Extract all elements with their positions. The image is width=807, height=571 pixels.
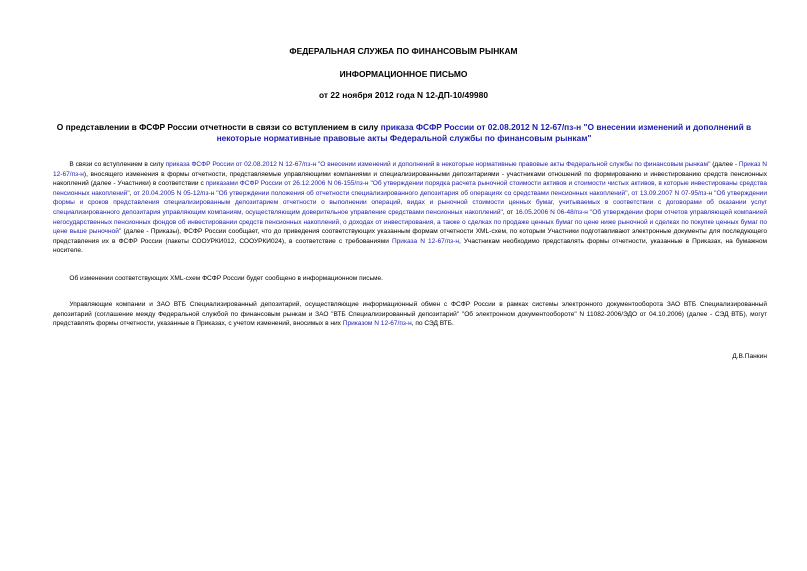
p1-link-order-06-48[interactable]: 16.05.2006 N 06-48/пз-н "Об утверждении форм отчетов управляющей компанией негосударственных пенсионных фондов об инвестировании средств пенсионных накоплений, о доходах от инвестирования, а также о сделках по продаже ценных бумаг по цене ниже рыночной и сделках по покупке ценных бумаг по цене выше рыночной"	[53, 208, 768, 236]
p1-link-order-05-12[interactable]: от 20.04.2005 N 05-12/пз-н "Об утверждении положения об отчетности специализированного депозитария об операциях со средствами пенсионных накоплений"	[133, 189, 628, 197]
p1-text-7: (далее - Приказы), ФСФР России сообщает, что до приведения соответствующих указанным формам отчетности XML-схем, по которым Участники подготавливают электронные документы для последующего представления их в ФСФР России (пакеты СООУРКИ012, СООУРКИ024), в соответствие с требованиями	[53, 228, 767, 245]
paragraph-1	[53, 160, 767, 256]
date-number-heading: от 22 ноября 2012 года N 12-ДП-10/49980	[318, 90, 489, 100]
document-subject	[36, 122, 772, 144]
p1-text-8: , Участникам необходимо представлять формы отчетности, указанные в Приказах, на бумажном носителе.	[53, 237, 767, 255]
p1-link-prikaz-12-67-2[interactable]: Приказа N 12-67/пз-н	[391, 237, 459, 245]
p1-text-2: (далее -	[710, 161, 739, 168]
signature: Д.В.Панкин	[732, 353, 767, 360]
p1-link-prikaz-12-67[interactable]: Приказ N 12-67/пз-н	[53, 161, 767, 178]
p1-link-order-06-155[interactable]: приказами ФСФР России от 26.12.2006 N 06-155/пз-н "Об утверждении порядка расчета рыночной стоимости активов и стоимости чистых активов, в которые инвестированы средства пенсионных накоплений"	[53, 180, 767, 197]
agency-heading: ФЕДЕРАЛЬНАЯ СЛУЖБА ПО ФИНАНСОВЫМ РЫНКАМ	[289, 46, 518, 56]
p1-text-4: ,	[129, 189, 134, 197]
subject-order-link[interactable]: приказа ФСФР России от 02.08.2012 N 12-67/пз-н "О внесении изменений и дополнений в некоторые нормативные правовые акты Федеральной службы по финансовым рынкам"	[216, 122, 752, 143]
paragraph-2	[53, 274, 767, 284]
p1-link-order-12-67[interactable]: приказа ФСФР России от 02.08.2012 N 12-67/пз-н "О внесении изменений и дополнений в некоторые нормативные правовые акты Федеральной службы по финансовым рынкам"	[165, 161, 711, 168]
p3-text-2: , по СЭД ВТБ.	[411, 320, 454, 328]
p1-text-5: ,	[627, 189, 632, 197]
subject-lead-text: О представлении в ФСФР России отчетности в связи со вступлением в силу	[56, 122, 381, 132]
p1-text-1: В связи со вступлением в силу	[69, 161, 166, 168]
paragraph-3	[53, 300, 767, 329]
p1-text-6: , от	[502, 208, 516, 216]
document-type-heading: ИНФОРМАЦИОННОЕ ПИСЬМО	[339, 69, 468, 79]
p1-link-order-07-95[interactable]: от 13.09.2007 N 07-95/пз-н "Об утверждении формы и сроков представления специализированным депозитарием отчетности о выполнении операций, видах и рыночной стоимости ценных бумаг, учитываемых в соответствии с договорами об оказании услуг специализированного депозитария управляющим компаниям, осуществляющим доверительное управление средствами пенсионных накоплений"	[53, 189, 768, 216]
p3-link-prikaz-12-67[interactable]: Приказом N 12-67/пз-н	[342, 320, 412, 328]
p1-text-3: ), вносящего изменения в формы отчетности, представляемые управляющими компаниями и специализированными депозитариями - участниками отношений по формированию и инвестированию средств пенсионных накоплений (далее - Участники) в соответствии с	[53, 170, 767, 188]
p2-text: Об изменении соответствующих XML-схем ФСФР России будет сообщено в информационном письме.	[69, 275, 383, 282]
p3-text-1: Управляющие компании и ЗАО ВТБ Специализированный депозитарий, осуществляющие информационный обмен с ФСФР России в рамках системы электронного документооборота ЗАО ВТБ Специализированный депозитарий (соглашение между Федеральной службой по финансовым рынкам и ЗАО "ВТБ Специализированный депозитарий" "Об электронном документообороте" N 11082-2006/ЭДО от 04.10.2006) (далее - СЭД ВТБ), могут представлять формы отчетности, указанные в Приказах, с учетом изменений, вносимых в них	[53, 301, 767, 328]
